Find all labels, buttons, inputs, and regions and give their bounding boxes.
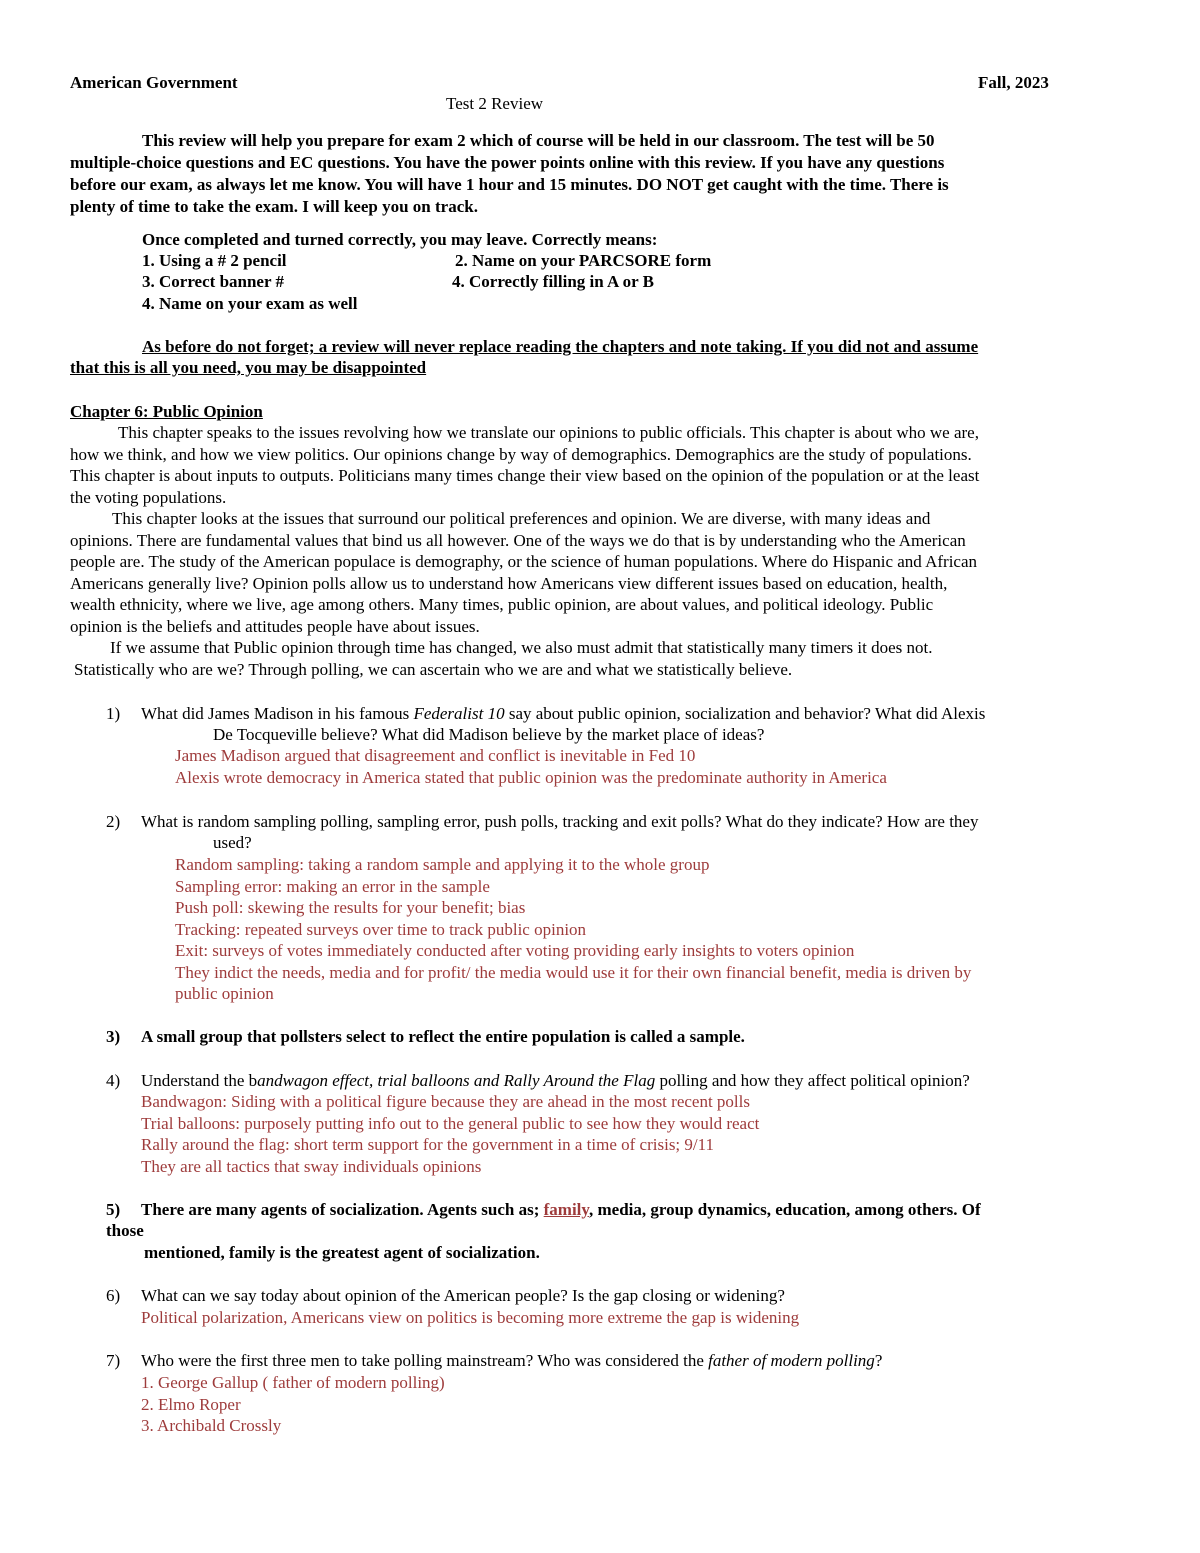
question-7: Who were the first three men to take polling mainstream? Who was considered the father of modern polling?	[141, 1351, 883, 1370]
checklist-item: 4. Name on your exam as well	[142, 294, 358, 313]
chapter-line: This chapter is about inputs to outputs. Politicians many times change their view based on the opinion of the population or at the least	[70, 466, 980, 485]
chapter-line: how we think, and how we view politics. Our opinions change by way of demographics. Demographics are the study of populations.	[70, 444, 972, 464]
intro-paragraph	[70, 130, 949, 218]
chapter-line: wealth ethnicity, where we live, age among others. Many times, public opinion, are about values, and political ideology. Public	[70, 595, 934, 614]
checklist-item: 1. Using a # 2 pencil	[142, 251, 287, 270]
question-number: 5)	[106, 1200, 121, 1219]
answer-line: 1. George Gallup ( father of modern polling)	[141, 1373, 445, 1392]
question-6: What can we say today about opinion of the American people? Is the gap closing or widening?	[141, 1286, 785, 1305]
answer-block-1	[175, 745, 887, 788]
question-5-continued: those	[106, 1221, 144, 1240]
chapter-body	[70, 422, 979, 680]
answer-line: Rally around the flag: short term support for the government in a time of crisis; 9/11	[141, 1135, 714, 1154]
answer-block-4	[141, 1091, 759, 1177]
chapter-line: Americans generally live? Opinion polls allow us to understand how Americans view different issues based on education, health,	[70, 573, 948, 593]
answer-line: They indict the needs, media and for profit/ the media would use it for their own financial benefit, media is driven by	[175, 962, 972, 982]
intro-line: plenty of time to take the exam. I will keep you on track.	[70, 197, 478, 216]
answer-line: Tracking: repeated surveys over time to track public opinion	[175, 919, 587, 939]
answer-line: They are all tactics that sway individuals opinions	[141, 1156, 482, 1176]
answer-line: Random sampling: taking a random sample and applying it to the whole group	[175, 855, 710, 874]
chapter-line: people are. The study of the American populace is demography, or the science of human populations. Where do Hispanic and African	[70, 552, 978, 571]
answer-line: James Madison argued that disagreement and conflict is inevitable in Fed 10	[175, 746, 696, 765]
question-number: 7)	[106, 1351, 121, 1370]
answer-line: Bandwagon: Siding with a political figure because they are ahead in the most recent polls	[141, 1092, 750, 1111]
answer-block-2	[175, 854, 971, 1005]
answer-line: 2. Elmo Roper	[141, 1394, 241, 1414]
question-4: Understand the bandwagon effect, trial balloons and Rally Around the Flag polling and how they affect political opinion?	[141, 1071, 970, 1090]
intro-line: before our exam, as always let me know. You will have 1 hour and 15 minutes. DO NOT get caught with the time. There is	[70, 175, 949, 194]
question-number: 6)	[106, 1286, 121, 1305]
highlighted-answer: family	[543, 1200, 589, 1219]
chapter-heading: Chapter 6: Public Opinion	[70, 402, 263, 421]
answer-block-7	[141, 1372, 445, 1437]
checklist-item: 3. Correct banner #	[142, 272, 284, 291]
answer-line: Political polarization, Americans view on politics is becoming more extreme the gap is widening	[141, 1308, 800, 1327]
chapter-line: the voting populations.	[70, 487, 227, 507]
chapter-line: This chapter looks at the issues that surround our political preferences and opinion. We are diverse, with many ideas and	[112, 509, 931, 528]
question-number: 4)	[106, 1071, 121, 1090]
question-2: What is random sampling polling, sampling error, push polls, tracking and exit polls? What do they indicate? How are they	[141, 812, 979, 831]
page-title: Test 2 Review	[446, 94, 544, 113]
question-5-continued: mentioned, family is the greatest agent of socialization.	[144, 1243, 540, 1262]
question-number: 2)	[106, 812, 121, 831]
answer-line: Exit: surveys of votes immediately conducted after voting providing early insights to voters opinion	[175, 941, 855, 960]
chapter-line: This chapter speaks to the issues revolving how we translate our opinions to public officials. This chapter is about who we are,	[118, 423, 979, 442]
question-5: There are many agents of socialization. Agents such as; family, media, group dynamics, education, among others. Of	[141, 1200, 981, 1219]
question-1-continued: De Tocqueville believe? What did Madison believe by the market place of ideas?	[213, 725, 765, 744]
question-3: A small group that pollsters select to reflect the entire population is called a sample.	[141, 1027, 745, 1046]
intro-line: This review will help you prepare for exam 2 which of course will be held in our classroom. The test will be 50	[142, 131, 935, 150]
answer-line: Alexis wrote democracy in America stated that public opinion was the predominate authority in America	[175, 767, 887, 787]
checklist-item: 4. Correctly filling in A or B	[452, 272, 654, 291]
chapter-line: Statistically who are we? Through polling, we can ascertain who we are and what we statistically believe.	[74, 659, 793, 679]
warning-line: As before do not forget; a review will never replace reading the chapters and note taking. If you did not and assume	[142, 337, 979, 356]
chapter-line: opinion is the beliefs and attitudes people have about issues.	[70, 616, 480, 636]
answer-line: 3. Archibald Crossly	[141, 1416, 282, 1435]
warning-line: that this is all you need, you may be disappointed	[70, 358, 427, 377]
answer-line: public opinion	[175, 984, 274, 1003]
completion-label: Once completed and turned correctly, you may leave. Correctly means:	[142, 230, 658, 249]
course-name: American Government	[70, 73, 238, 92]
chapter-line: If we assume that Public opinion through time has changed, we also must admit that statistically many timers it does not.	[110, 638, 933, 657]
answer-line: Push poll: skewing the results for your benefit; bias	[175, 898, 526, 917]
question-number: 1)	[106, 704, 121, 723]
question-number: 3)	[106, 1027, 121, 1046]
term-label: Fall, 2023	[978, 73, 1049, 92]
answer-line: Trial balloons: purposely putting info out to the general public to see how they would react	[141, 1113, 760, 1133]
question-2-continued: used?	[213, 833, 252, 852]
chapter-line: opinions. There are fundamental values that bind us all however. One of the ways we do that is by understanding who the American	[70, 530, 966, 550]
question-1: What did James Madison in his famous Federalist 10 say about public opinion, socialization and behavior? What did Alexis	[141, 704, 986, 723]
answer-line: Sampling error: making an error in the sample	[175, 876, 490, 896]
checklist-item: 2. Name on your PARCSORE form	[455, 251, 712, 270]
intro-line: multiple-choice questions and EC questions. You have the power points online with this review. If you have any questions	[70, 153, 945, 172]
